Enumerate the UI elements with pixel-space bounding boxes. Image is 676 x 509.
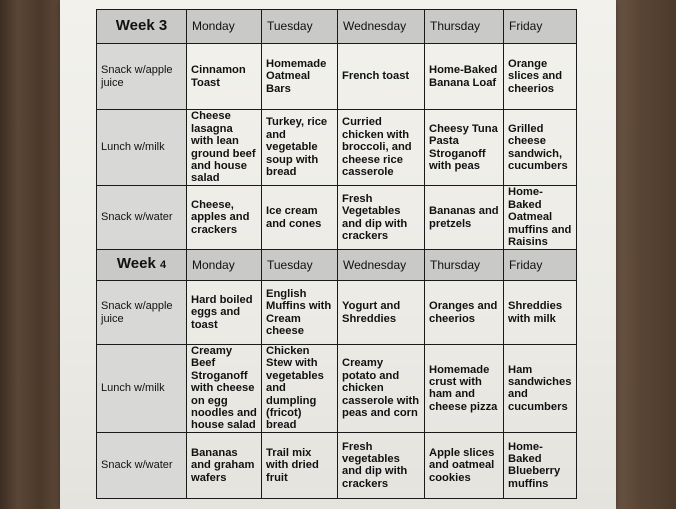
- week4-day-thursday: Thursday: [425, 250, 504, 281]
- weekly-menu-table: [96, 9, 577, 499]
- menu-cell: Creamy potato and chicken casserole with peas and corn: [338, 345, 425, 433]
- menu-cell: Bananas and pretzels: [425, 186, 504, 250]
- week3-afternoon-snack-row: [97, 186, 577, 250]
- menu-cell: Home-Baked Blueberry muffins: [504, 432, 577, 498]
- menu-cell: Bananas and graham wafers: [187, 432, 262, 498]
- week4-day-monday: Monday: [187, 250, 262, 281]
- menu-cell: Cheese lasagna with lean ground beef and house salad: [187, 110, 262, 186]
- menu-cell: Homemade crust with ham and cheese pizza: [425, 345, 504, 433]
- menu-cell: Home-Baked Banana Loaf: [425, 44, 504, 110]
- menu-cell: Cheesy Tuna Pasta Stroganoff with peas: [425, 110, 504, 186]
- week3-day-friday: Friday: [504, 10, 577, 44]
- week4-day-friday: Friday: [504, 250, 577, 281]
- menu-cell: Cheese, apples and crackers: [187, 186, 262, 250]
- menu-cell: Fresh Vegetables and dip with crackers: [338, 186, 425, 250]
- week4-afternoon-snack-row: [97, 432, 577, 498]
- menu-cell: Oranges and cheerios: [425, 281, 504, 345]
- week4-day-tuesday: Tuesday: [262, 250, 338, 281]
- menu-cell: Fresh vegetables and dip with crackers: [338, 432, 425, 498]
- meal-label: Lunch w/milk: [97, 345, 187, 433]
- menu-cell: Orange slices and cheerios: [504, 44, 577, 110]
- menu-cell: French toast: [338, 44, 425, 110]
- week4-morning-snack-row: [97, 281, 577, 345]
- week3-morning-snack-row: [97, 44, 577, 110]
- menu-cell: Turkey, rice and vegetable soup with bread: [262, 110, 338, 186]
- week3-title: Week 3: [97, 10, 187, 44]
- menu-cell: Yogurt and Shreddies: [338, 281, 425, 345]
- week3-day-monday: Monday: [187, 10, 262, 44]
- week4-header-row: [97, 250, 577, 281]
- week4-title-word: Week: [116, 255, 156, 273]
- menu-cell: Trail mix with dried fruit: [262, 432, 338, 498]
- week3-day-thursday: Thursday: [425, 10, 504, 44]
- menu-cell: Chicken Stew with vegetables and dumpling (fricot) bread: [262, 345, 338, 433]
- menu-cell: Grilled cheese sandwich, cucumbers: [504, 110, 577, 186]
- week3-day-wednesday: Wednesday: [338, 10, 425, 44]
- meal-label: Snack w/water: [97, 186, 187, 250]
- meal-label: Snack w/apple juice: [97, 44, 187, 110]
- menu-cell: Homemade Oatmeal Bars: [262, 44, 338, 110]
- week4-lunch-row: [97, 345, 577, 433]
- menu-cell: Shreddies with milk: [504, 281, 577, 345]
- meal-label: Snack w/water: [97, 432, 187, 498]
- meal-label: Lunch w/milk: [97, 110, 187, 186]
- menu-cell: Ham sandwiches and cucumbers: [504, 345, 577, 433]
- menu-cell: Apple slices and oatmeal cookies: [425, 432, 504, 498]
- menu-cell: Cinnamon Toast: [187, 44, 262, 110]
- menu-cell: English Muffins with Cream cheese: [262, 281, 338, 345]
- week4-title-number: 4: [159, 259, 167, 272]
- week3-day-tuesday: Tuesday: [262, 10, 338, 44]
- menu-cell: Curried chicken with broccoli, and cheese rice casserole: [338, 110, 425, 186]
- menu-cell: Creamy Beef Stroganoff with cheese on egg noodles and house salad: [187, 345, 262, 433]
- meal-label: Snack w/apple juice: [97, 281, 187, 345]
- menu-cell: Ice cream and cones: [262, 186, 338, 250]
- week4-day-wednesday: Wednesday: [338, 250, 425, 281]
- week3-header-row: [97, 10, 577, 44]
- menu-cell: Home-Baked Oatmeal muffins and Raisins: [504, 186, 577, 250]
- menu-cell: Hard boiled eggs and toast: [187, 281, 262, 345]
- week3-lunch-row: [97, 110, 577, 186]
- week4-title: [97, 250, 187, 281]
